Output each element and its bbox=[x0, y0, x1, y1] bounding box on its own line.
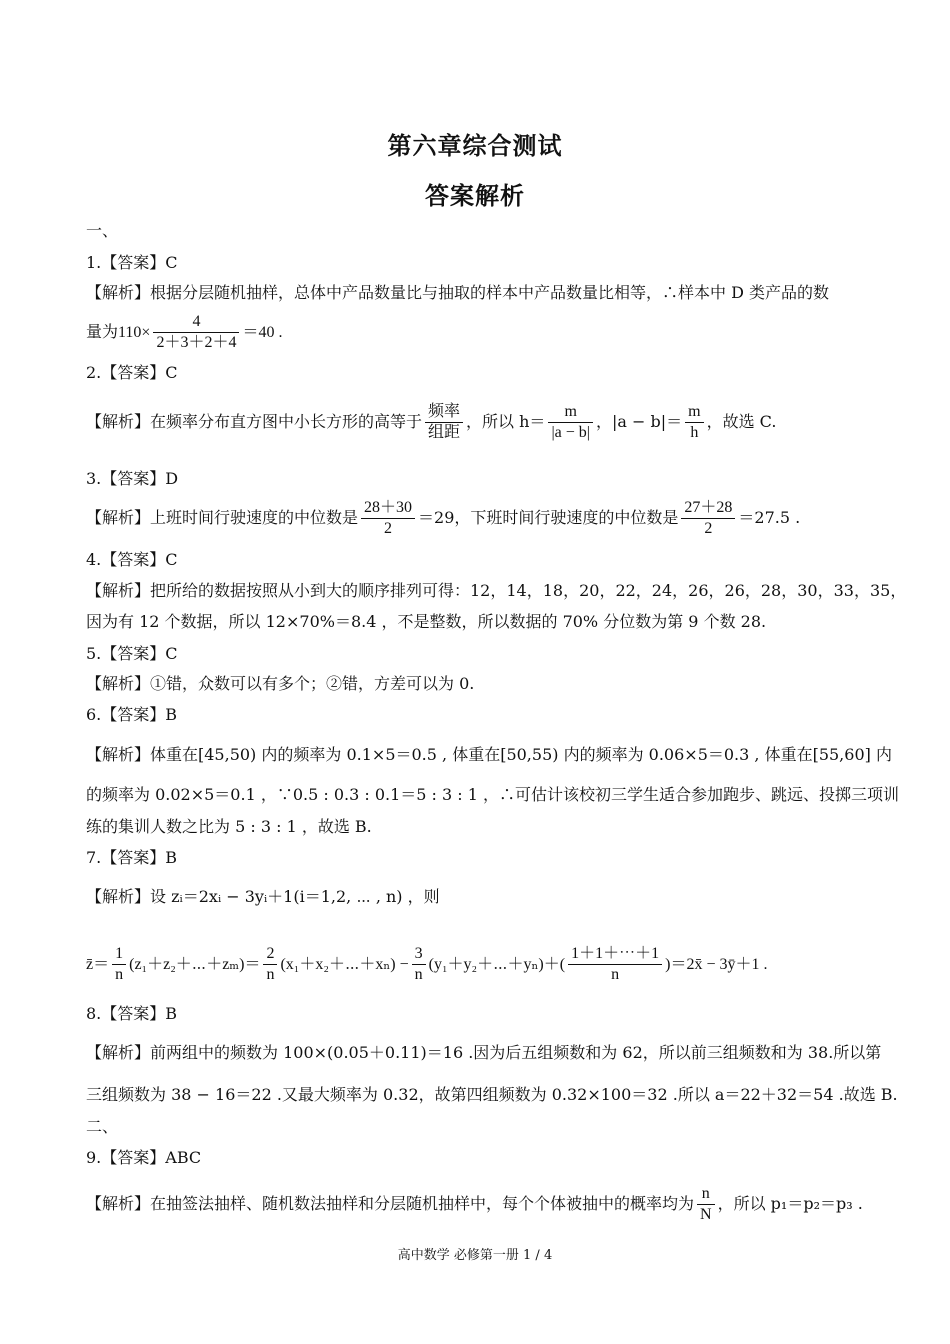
section-two-heading: 二、 bbox=[86, 1117, 119, 1136]
q9-answer: 9.【答案】ABC bbox=[86, 1148, 202, 1167]
fraction-denominator: N bbox=[697, 1204, 715, 1225]
fraction-numerator: 3 bbox=[414, 945, 423, 962]
q3-text-mid: ＝29，下班时间行驶速度的中位数是 bbox=[418, 508, 679, 527]
q2-explanation bbox=[86, 402, 864, 443]
fraction-numerator: n bbox=[701, 1185, 710, 1202]
q7-eq-post: )＝2x̄ − 3ȳ＋1 . bbox=[665, 956, 768, 973]
q9-text-post: ，所以 p₁＝p₂＝p₃ . bbox=[717, 1194, 863, 1213]
q5-answer: 5.【答案】C bbox=[86, 644, 178, 663]
fraction-numerator: 27＋28 bbox=[684, 499, 733, 516]
q1-answer: 1.【答案】C bbox=[86, 253, 178, 272]
q8-explanation-line2: 三组频数为 38 − 16＝22 .又最大频率为 0.32，故第四组频数为 0.32×100＝32 .所以 a＝22＋32＝54 .故选 B. bbox=[86, 1085, 898, 1104]
q1-text: 量为 bbox=[86, 322, 119, 341]
fraction-denominator: n bbox=[568, 964, 662, 985]
q7-fraction-4 bbox=[568, 944, 662, 985]
q7-eq-m3: (y₁＋y₂＋⋯＋yₙ)＋( bbox=[428, 956, 566, 973]
q1-fraction bbox=[153, 312, 239, 353]
q7-eq-m1: (z₁＋z₂＋⋯＋zₘ)＝ bbox=[129, 956, 261, 973]
fraction-denominator: 2 bbox=[681, 518, 735, 539]
page-title: 第六章综合测试 bbox=[387, 131, 563, 160]
q7-eq-pre: z̄＝ bbox=[86, 956, 110, 973]
q8-answer: 8.【答案】B bbox=[86, 1004, 178, 1023]
q7-equation bbox=[86, 944, 864, 985]
q3-text: 【解析】上班时间行驶速度的中位数是 bbox=[86, 508, 359, 527]
q2-answer: 2.【答案】C bbox=[86, 363, 178, 382]
fraction-numerator: 1 bbox=[115, 945, 124, 962]
q6-explanation-line1: 【解析】体重在[45,50) 内的频率为 0.1×5＝0.5 , 体重在[50,55) 内的频率为 0.06×5＝0.3 , 体重在[55,60] 内 bbox=[86, 745, 892, 764]
fraction-numerator: 28＋30 bbox=[364, 499, 413, 516]
q4-answer: 4.【答案】C bbox=[86, 550, 178, 569]
fraction-numerator: m bbox=[564, 403, 577, 420]
q8-explanation-line1: 【解析】前两组中的频数为 100×(0.05＋0.11)＝16 .因为后五组频数和为 62，所以前三组频数和为 38.所以第 bbox=[86, 1043, 882, 1062]
q7-fraction-1 bbox=[112, 944, 126, 985]
fraction-numerator: 1＋1＋⋯＋1 bbox=[571, 945, 660, 962]
fraction-numerator: 频率 bbox=[428, 403, 461, 420]
q7-fraction-2 bbox=[263, 944, 277, 985]
q2-text-post: ，故选 C. bbox=[706, 412, 777, 431]
fraction-numerator: 2 bbox=[266, 945, 275, 962]
q7-answer: 7.【答案】B bbox=[86, 848, 178, 867]
q4-explanation-line2: 因为有 12 个数据，所以 12×70%＝8.4 ，不是整数，所以数据的 70% 分位数为第 9 个数 28. bbox=[86, 612, 767, 631]
q2-text-mid1: ，所以 h＝ bbox=[466, 412, 546, 431]
fraction-denominator: |a − b| bbox=[548, 422, 593, 443]
q6-explanation-line2: 的频率为 0.02×5＝0.1 ，∵0.5 : 0.3 : 0.1＝5 : 3 : 1 ，∴可估计该校初三学生适合参加跑步、跳远、投掷三项训 bbox=[86, 785, 900, 804]
fraction-numerator: 4 bbox=[192, 313, 201, 330]
q1-math: 110× bbox=[118, 324, 151, 341]
fraction-denominator: 2＋3＋2＋4 bbox=[153, 332, 239, 353]
q2-text-mid2: ，|a − b|＝ bbox=[595, 412, 683, 431]
q3-text-post: ＝27.5 . bbox=[738, 508, 801, 527]
q2-fraction-1 bbox=[425, 402, 463, 443]
q9-text: 【解析】在抽签法抽样、随机数法抽样和分层随机抽样中，每个个体被抽中的概率均为 bbox=[86, 1194, 695, 1213]
page-subtitle: 答案解析 bbox=[425, 181, 525, 210]
q7-fraction-3 bbox=[412, 944, 426, 985]
q7-eq-m2: (x₁＋x₂＋⋯＋xₙ) − bbox=[280, 956, 409, 973]
q1-explanation-line1: 【解析】根据分层随机抽样，总体中产品数量比与抽取的样本中产品数量比相等，∴样本中 D 类产品的数 bbox=[86, 283, 830, 302]
q6-explanation-line3: 练的集训人数之比为 5 : 3 : 1 ，故选 B. bbox=[86, 817, 372, 836]
q3-explanation bbox=[86, 498, 864, 539]
q3-answer: 3.【答案】D bbox=[86, 469, 179, 488]
q4-explanation-line1: 【解析】把所给的数据按照从小到大的顺序排列可得：12，14，18，20，22，24，26，26，28，30，33，35， bbox=[86, 581, 907, 600]
q1-math-result: ＝40 . bbox=[242, 324, 283, 341]
q9-fraction bbox=[697, 1184, 715, 1225]
fraction-denominator: n bbox=[263, 964, 277, 985]
section-one-heading: 一、 bbox=[86, 221, 119, 240]
fraction-numerator: m bbox=[688, 403, 701, 420]
q9-explanation bbox=[86, 1184, 864, 1225]
q2-fraction-2 bbox=[548, 402, 593, 443]
fraction-denominator: n bbox=[412, 964, 426, 985]
q7-explanation-line1: 【解析】设 zᵢ＝2xᵢ − 3yᵢ＋1(i＝1,2, ⋯ , n) ，则 bbox=[86, 887, 440, 906]
q1-explanation-line2 bbox=[86, 312, 864, 353]
q6-answer: 6.【答案】B bbox=[86, 705, 178, 724]
fraction-denominator: h bbox=[685, 422, 703, 443]
fraction-denominator: 2 bbox=[361, 518, 415, 539]
q3-fraction-1 bbox=[361, 498, 415, 539]
fraction-denominator: 组距 bbox=[425, 422, 463, 443]
page-footer: 高中数学 必修第一册 1 / 4 bbox=[397, 1248, 553, 1263]
q5-explanation: 【解析】①错，众数可以有多个；②错，方差可以为 0. bbox=[86, 674, 475, 693]
q2-text: 【解析】在频率分布直方图中小长方形的高等于 bbox=[86, 412, 423, 431]
fraction-denominator: n bbox=[112, 964, 126, 985]
q2-fraction-3 bbox=[685, 402, 703, 443]
q3-fraction-2 bbox=[681, 498, 735, 539]
